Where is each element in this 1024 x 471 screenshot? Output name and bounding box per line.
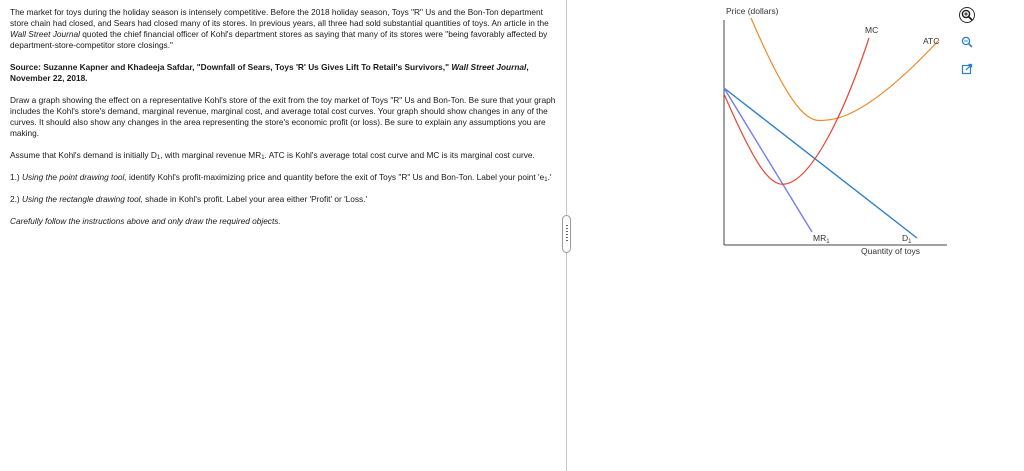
- question-text: [10, 7, 560, 238]
- intro-paragraph: The market for toys during the holiday season is intensely competitive. Before the 2018 holiday season, Toys "R" Us and the Bon-Ton department store chain had closed, and Sears had closed many of its stores. In previous years, all three had sold substantial quantities of toys. An article in the Wall Street Journal quoted the chief financial officer of Kohl's department stores as saying that many of its stores were "being favorably affected by department-store-competitor store closings.": [10, 7, 549, 50]
- demand-curve[interactable]: [724, 88, 917, 238]
- demand-label: $D_1$: [902, 233, 912, 245]
- graph-canvas[interactable]: [567, 0, 1024, 471]
- zoom-out-icon: [959, 34, 975, 50]
- draw-instructions: Draw a graph showing the effect on a representative Kohl's store of the exit from the toy market of Toys "R" Us and Bon-Ton. Be sure that your graph includes the Kohl's store's demand, marginal revenue, marginal cost, and average total cost curves. Your graph should show changes in any of the curves. It should also show any changes in the area representing the store's economic profit (or loss). Be sure to explain any assumptions you are making.: [10, 95, 556, 138]
- instructions-note: Carefully follow the instructions above and only draw the required objects.: [10, 216, 281, 226]
- mc-label: MC: [865, 25, 879, 35]
- graph-area[interactable]: [567, 0, 1024, 471]
- atc-curve[interactable]: [751, 18, 939, 121]
- popout-button[interactable]: [959, 61, 975, 77]
- zoom-out-button[interactable]: [959, 34, 975, 50]
- marginal-cost-curve[interactable]: [724, 38, 869, 184]
- question-2: 2.) Using the rectangle drawing tool, shade in Kohl's profit. Label your area either 'Profit' or 'Loss.': [10, 194, 368, 204]
- zoom-in-button[interactable]: [959, 7, 975, 23]
- atc-label: ATC: [923, 36, 940, 46]
- zoom-in-icon: [959, 7, 975, 23]
- mr-label: $MR_1$: [813, 233, 830, 245]
- marginal-revenue-curve[interactable]: [724, 88, 812, 232]
- popout-icon: [959, 61, 975, 77]
- assumption-paragraph: Assume that Kohl's demand is initially $D_1$, with marginal revenue $MR_1$. ATC is Kohl's average total cost curve and MC is its marginal cost curve.: [10, 150, 535, 161]
- question-1: 1.) Using the point drawing tool, identify Kohl's profit-maximizing price and quantity before the exit of Toys "R" Us and Bon-Ton. Label your point '$e_1$.': [10, 172, 552, 183]
- source-citation: Source: Suzanne Kapner and Khadeeja Safdar, "Downfall of Sears, Toys 'R' Us Gives Lift To Retail's Survivors," Wall Street Journal, November 22, 2018.: [10, 62, 529, 83]
- x-axis-label: Quantity of toys: [861, 246, 921, 256]
- y-axis-label: Price (dollars): [726, 6, 779, 16]
